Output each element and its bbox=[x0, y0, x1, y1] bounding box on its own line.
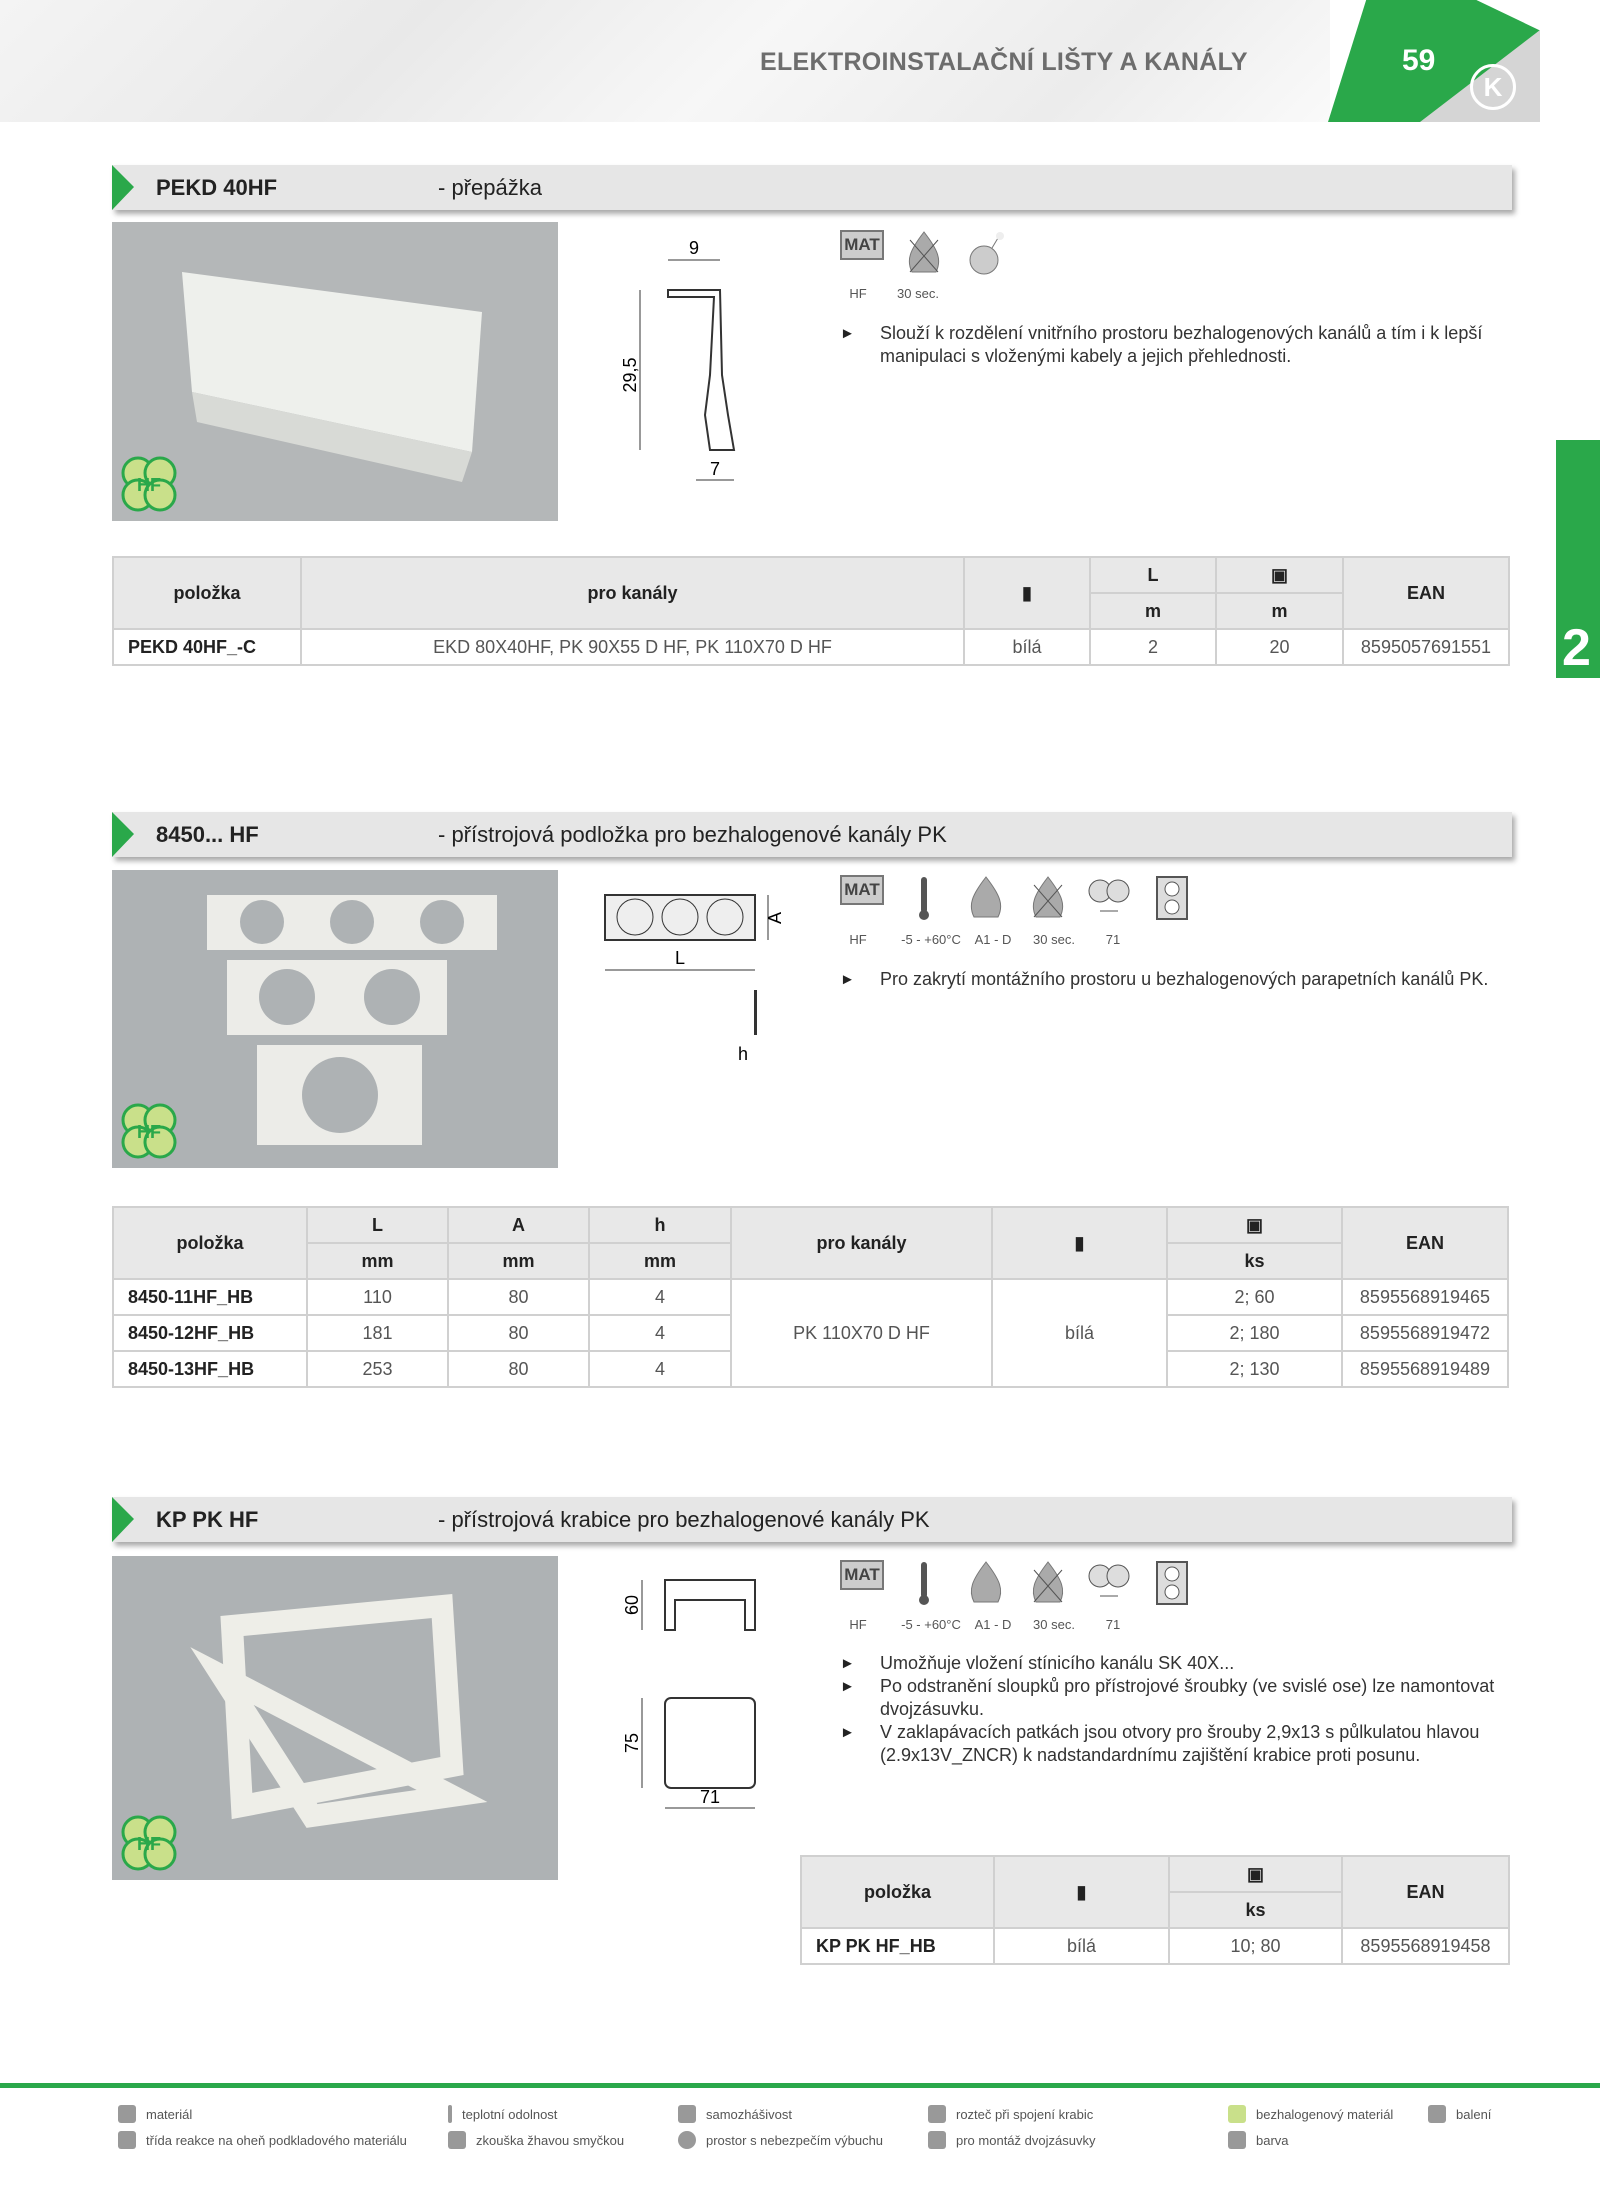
element: HF bbox=[137, 1122, 161, 1142]
arrow-icon bbox=[112, 1497, 134, 1542]
table-header-cell: mm bbox=[448, 1243, 589, 1279]
product-table bbox=[112, 556, 1510, 666]
table-row bbox=[113, 1279, 1508, 1315]
element bbox=[420, 900, 464, 944]
icon-label: -5 - +60°C bbox=[901, 932, 961, 947]
element: 75 bbox=[622, 1732, 642, 1754]
table-cell: bílá bbox=[992, 1279, 1167, 1387]
element bbox=[1165, 1567, 1179, 1581]
thermometer-icon bbox=[914, 1560, 934, 1606]
table-header-cell: EAN bbox=[1342, 1856, 1509, 1928]
element bbox=[1084, 875, 1136, 923]
table-header-cell: L bbox=[307, 1207, 448, 1243]
element bbox=[665, 1698, 755, 1788]
explosion-risk-icon bbox=[966, 230, 1006, 276]
element bbox=[302, 1057, 378, 1133]
product-table bbox=[800, 1855, 1510, 1965]
table-header-cell: položka bbox=[801, 1856, 994, 1928]
feature-list bbox=[836, 322, 1516, 368]
element bbox=[836, 1560, 888, 1608]
element bbox=[898, 875, 950, 923]
element bbox=[678, 2105, 696, 2123]
legend-color bbox=[1228, 2131, 1428, 2149]
element: třída reakce na oheň podkladového materiálu bbox=[146, 2132, 407, 2148]
element bbox=[960, 875, 1012, 923]
table-cell: 4 bbox=[589, 1279, 731, 1315]
element bbox=[970, 246, 998, 274]
table-header-cell: A bbox=[448, 1207, 589, 1243]
feature-item: ► Po odstranění sloupků pro přístrojové šroubky (ve svislé ose) lze namontovat dvojzásuvku. bbox=[836, 1675, 1516, 1721]
table-header-cell: mm bbox=[307, 1243, 448, 1279]
table-header-cell: položka bbox=[113, 1207, 307, 1279]
element: zkouška žhavou smyčkou bbox=[476, 2132, 625, 2148]
product-photo bbox=[112, 222, 558, 521]
color-icon: ▮ bbox=[994, 1856, 1169, 1928]
table-cell: 8450-13HF_HB bbox=[113, 1351, 307, 1387]
element bbox=[1022, 1560, 1074, 1608]
icon-label: A1 - D bbox=[974, 1617, 1012, 1632]
product-desc: - přístrojová krabice pro bezhalogenové kanály PK bbox=[438, 1507, 930, 1532]
table-cell: 80 bbox=[448, 1351, 589, 1387]
element bbox=[919, 1595, 929, 1605]
dim-height: 29,5 bbox=[620, 357, 640, 393]
feature-item: ► V zaklapávacích patkách jsou otvory pro šrouby 2,9x13 s půlkulatou hlavou (2.9x13V_ZNCR) k nadstandardnímu zajištění krabice proti posunu. bbox=[836, 1721, 1516, 1767]
dim-width: 9 bbox=[688, 238, 700, 258]
property-icons bbox=[836, 875, 1198, 923]
table-cell: 2; 180 bbox=[1167, 1315, 1342, 1351]
table-row bbox=[801, 1928, 1509, 1964]
feature-item: ► Pro zakrytí montážního prostoru u bezhalogenových parapetních kanálů PK. bbox=[836, 968, 1516, 991]
material-icon: MAT bbox=[840, 875, 884, 905]
table-cell: 4 bbox=[589, 1315, 731, 1351]
dim-length: L bbox=[674, 948, 686, 968]
table-cell: 110 bbox=[307, 1279, 448, 1315]
table-cell: PK 110X70 D HF bbox=[731, 1279, 992, 1387]
element bbox=[919, 910, 929, 920]
element bbox=[898, 1560, 950, 1608]
element bbox=[1228, 2131, 1246, 2149]
element: samozhášivost bbox=[706, 2106, 792, 2122]
material-icon: MAT bbox=[840, 1560, 884, 1590]
legend-glow-wire bbox=[448, 2131, 678, 2149]
product-code: PEKD 40HF bbox=[156, 175, 278, 200]
hf-clover-icon bbox=[116, 1098, 182, 1164]
element bbox=[996, 232, 1004, 240]
table-cell: bílá bbox=[994, 1928, 1169, 1964]
dim-h: h bbox=[738, 1044, 749, 1064]
footer-line bbox=[0, 2083, 1600, 2088]
element bbox=[1107, 880, 1129, 902]
element: balení bbox=[1456, 2106, 1492, 2122]
glow-wire-test-icon bbox=[904, 230, 944, 276]
element bbox=[1022, 875, 1074, 923]
table-cell: 4 bbox=[589, 1351, 731, 1387]
icon-label: -5 - +60°C bbox=[901, 1617, 961, 1632]
flame-class-icon bbox=[966, 1560, 1006, 1606]
table-cell: bílá bbox=[964, 629, 1090, 665]
dim-a: A bbox=[765, 911, 785, 925]
element bbox=[113, 557, 1509, 665]
element bbox=[921, 877, 927, 913]
box-spacing-icon bbox=[1086, 1560, 1134, 1606]
product-desc: - přístrojová podložka pro bezhalogenové kanály PK bbox=[438, 822, 947, 847]
element: 71 bbox=[699, 1787, 721, 1807]
legend-box-spacing bbox=[928, 2105, 1228, 2123]
box-drawing bbox=[610, 1570, 770, 1820]
table-cell: 8450-12HF_HB bbox=[113, 1315, 307, 1351]
icon-label: HF bbox=[849, 1617, 867, 1632]
product-table bbox=[112, 1206, 1509, 1388]
glow-wire-test-icon bbox=[1028, 875, 1068, 921]
icon-label: 71 bbox=[1105, 1617, 1121, 1632]
element bbox=[113, 1207, 1508, 1387]
icon-label: A1 - D bbox=[974, 932, 1012, 947]
page-title: ELEKTROINSTALAČNÍ LIŠTY A KANÁLY bbox=[760, 48, 1248, 76]
element bbox=[678, 2131, 696, 2149]
material-icon: MAT bbox=[840, 230, 884, 260]
table-cell: 8595568919472 bbox=[1342, 1315, 1508, 1351]
hf-clover-icon bbox=[116, 451, 182, 517]
col-header: položka bbox=[113, 557, 301, 629]
icon-label: HF bbox=[849, 932, 867, 947]
table-cell: 8595057691551 bbox=[1343, 629, 1509, 665]
element: pro montáž dvojzásuvky bbox=[956, 2132, 1096, 2148]
element bbox=[448, 2131, 466, 2149]
element bbox=[754, 990, 757, 1035]
element bbox=[971, 877, 1000, 917]
element bbox=[1107, 1565, 1129, 1587]
element bbox=[1146, 875, 1198, 923]
double-socket-icon bbox=[1155, 1560, 1189, 1606]
table-cell: EKD 80X40HF, PK 90X55 D HF, PK 110X70 D HF bbox=[301, 629, 964, 665]
flame-class-icon bbox=[966, 875, 1006, 921]
table-cell: 80 bbox=[448, 1279, 589, 1315]
section-header-kp bbox=[112, 1497, 1512, 1542]
element: HF bbox=[137, 475, 161, 495]
element: 60 bbox=[622, 1594, 642, 1616]
table-cell: 2; 60 bbox=[1167, 1279, 1342, 1315]
table-header-cell: ks bbox=[1167, 1243, 1342, 1279]
table-cell: 10; 80 bbox=[1169, 1928, 1342, 1964]
product-code: 8450... HF bbox=[156, 822, 259, 847]
legend-self-extinguish bbox=[678, 2105, 928, 2123]
legend-fire-class bbox=[118, 2131, 448, 2149]
element bbox=[1165, 882, 1179, 896]
col-header: pro kanály bbox=[301, 557, 964, 629]
table-cell: PEKD 40HF_-C bbox=[113, 629, 301, 665]
table-cell: 8595568919489 bbox=[1342, 1351, 1508, 1387]
hf-clover-icon bbox=[116, 1810, 182, 1876]
element bbox=[971, 1562, 1000, 1602]
element: materiál bbox=[146, 2106, 193, 2122]
element bbox=[330, 900, 374, 944]
element bbox=[1165, 1585, 1179, 1599]
element bbox=[1033, 877, 1062, 917]
section-header-8450 bbox=[112, 812, 1512, 857]
element bbox=[836, 230, 888, 278]
chapter-number: 2 bbox=[1562, 619, 1591, 677]
property-icons bbox=[836, 1560, 1198, 1608]
box-spacing-icon bbox=[1086, 875, 1134, 921]
color-icon: ▮ bbox=[992, 1207, 1167, 1279]
table-cell: 8450-11HF_HB bbox=[113, 1279, 307, 1315]
legend-packaging bbox=[1428, 2105, 1578, 2123]
element: barva bbox=[1256, 2132, 1289, 2148]
icon-label: 30 sec. bbox=[1033, 1617, 1075, 1632]
table-row bbox=[113, 629, 1509, 665]
element bbox=[921, 1562, 927, 1598]
table-header-cell: h bbox=[589, 1207, 731, 1243]
element bbox=[668, 290, 734, 450]
element bbox=[113, 557, 1509, 593]
icon-label: 71 bbox=[1105, 932, 1121, 947]
product-code: KP PK HF bbox=[156, 1507, 259, 1532]
package-icon: ▣ bbox=[1169, 1856, 1342, 1892]
brand-logo: K bbox=[1470, 64, 1516, 110]
element: bezhalogenový materiál bbox=[1256, 2106, 1394, 2122]
product-desc: - přepážka bbox=[438, 175, 542, 200]
section-header-pekd bbox=[112, 165, 1512, 210]
feature-item: ► Slouží k rozdělení vnitřního prostoru bezhalogenových kanálů a tím i k lepší manipulaci s vloženými kabely a jejich přehlednosti. bbox=[836, 322, 1516, 368]
element: HF bbox=[137, 1834, 161, 1854]
table-header-cell: pro kanály bbox=[731, 1207, 992, 1279]
element bbox=[364, 969, 420, 1025]
table-header-cell: mm bbox=[589, 1243, 731, 1279]
product-photo bbox=[112, 870, 558, 1168]
dim-bottom: 7 bbox=[709, 459, 721, 479]
product-photo bbox=[112, 1556, 558, 1880]
element bbox=[1228, 2105, 1246, 2123]
icon-label: HF bbox=[849, 286, 867, 301]
table-cell: 2 bbox=[1090, 629, 1216, 665]
element: rozteč při spojení krabic bbox=[956, 2106, 1094, 2122]
table-cell: 8595568919465 bbox=[1342, 1279, 1508, 1315]
col-header: EAN bbox=[1343, 557, 1509, 629]
package-icon: ▣ bbox=[1167, 1207, 1342, 1243]
element bbox=[898, 230, 950, 278]
property-icons bbox=[836, 230, 1012, 278]
element bbox=[836, 875, 888, 923]
table-cell: 253 bbox=[307, 1351, 448, 1387]
plate-drawing bbox=[600, 890, 800, 1070]
element bbox=[992, 238, 998, 248]
color-icon: ▮ bbox=[964, 557, 1090, 629]
feature-item: ► Umožňuje vložení stínicího kanálu SK 40X... bbox=[836, 1652, 1516, 1675]
table-cell: 80 bbox=[448, 1315, 589, 1351]
element bbox=[801, 1856, 1509, 1964]
table-cell: 20 bbox=[1216, 629, 1343, 665]
icon-legend bbox=[118, 2105, 1598, 2149]
table-header-cell: EAN bbox=[1342, 1207, 1508, 1279]
element bbox=[960, 1560, 1012, 1608]
element bbox=[1033, 1562, 1062, 1602]
double-socket-icon bbox=[1155, 875, 1189, 921]
element bbox=[665, 1580, 755, 1630]
table-cell: KP PK HF_HB bbox=[801, 1928, 994, 1964]
unit: m bbox=[1090, 593, 1216, 629]
profile-drawing bbox=[610, 235, 760, 495]
col-header: L bbox=[1090, 557, 1216, 593]
element bbox=[1084, 1560, 1136, 1608]
element: prostor s nebezpečím výbuchu bbox=[706, 2132, 884, 2148]
legend-temperature bbox=[448, 2105, 678, 2123]
table-header-cell: ks bbox=[1169, 1892, 1342, 1928]
element bbox=[960, 230, 1012, 278]
legend-material bbox=[118, 2105, 448, 2123]
element bbox=[801, 1856, 1509, 1892]
element bbox=[1165, 900, 1179, 914]
page-number: 59 bbox=[1402, 44, 1436, 77]
chapter-tab bbox=[1556, 440, 1600, 678]
element bbox=[118, 2105, 136, 2123]
element bbox=[928, 2105, 946, 2123]
unit: m bbox=[1216, 593, 1343, 629]
element bbox=[448, 2105, 452, 2123]
table-cell: 2; 130 bbox=[1167, 1351, 1342, 1387]
feature-list bbox=[836, 1652, 1516, 1767]
element bbox=[240, 900, 284, 944]
icon-label: 30 sec. bbox=[897, 286, 939, 301]
element bbox=[1146, 1560, 1198, 1608]
table-cell: 8595568919458 bbox=[1342, 1928, 1509, 1964]
package-icon: ▣ bbox=[1216, 557, 1343, 593]
thermometer-icon bbox=[914, 875, 934, 921]
legend-halogen-free bbox=[1228, 2105, 1428, 2123]
table-cell: 181 bbox=[307, 1315, 448, 1351]
icon-label: 30 sec. bbox=[1033, 932, 1075, 947]
arrow-icon bbox=[112, 165, 134, 210]
element bbox=[928, 2131, 946, 2149]
element bbox=[259, 969, 315, 1025]
feature-list bbox=[836, 968, 1516, 991]
arrow-icon bbox=[112, 812, 134, 857]
legend-explosion bbox=[678, 2131, 928, 2149]
glow-wire-test-icon bbox=[1028, 1560, 1068, 1606]
element bbox=[909, 232, 938, 272]
element: teplotní odolnost bbox=[462, 2106, 558, 2122]
legend-double-socket bbox=[928, 2131, 1228, 2149]
element bbox=[1428, 2105, 1446, 2123]
element bbox=[118, 2131, 136, 2149]
element bbox=[113, 1207, 1508, 1243]
